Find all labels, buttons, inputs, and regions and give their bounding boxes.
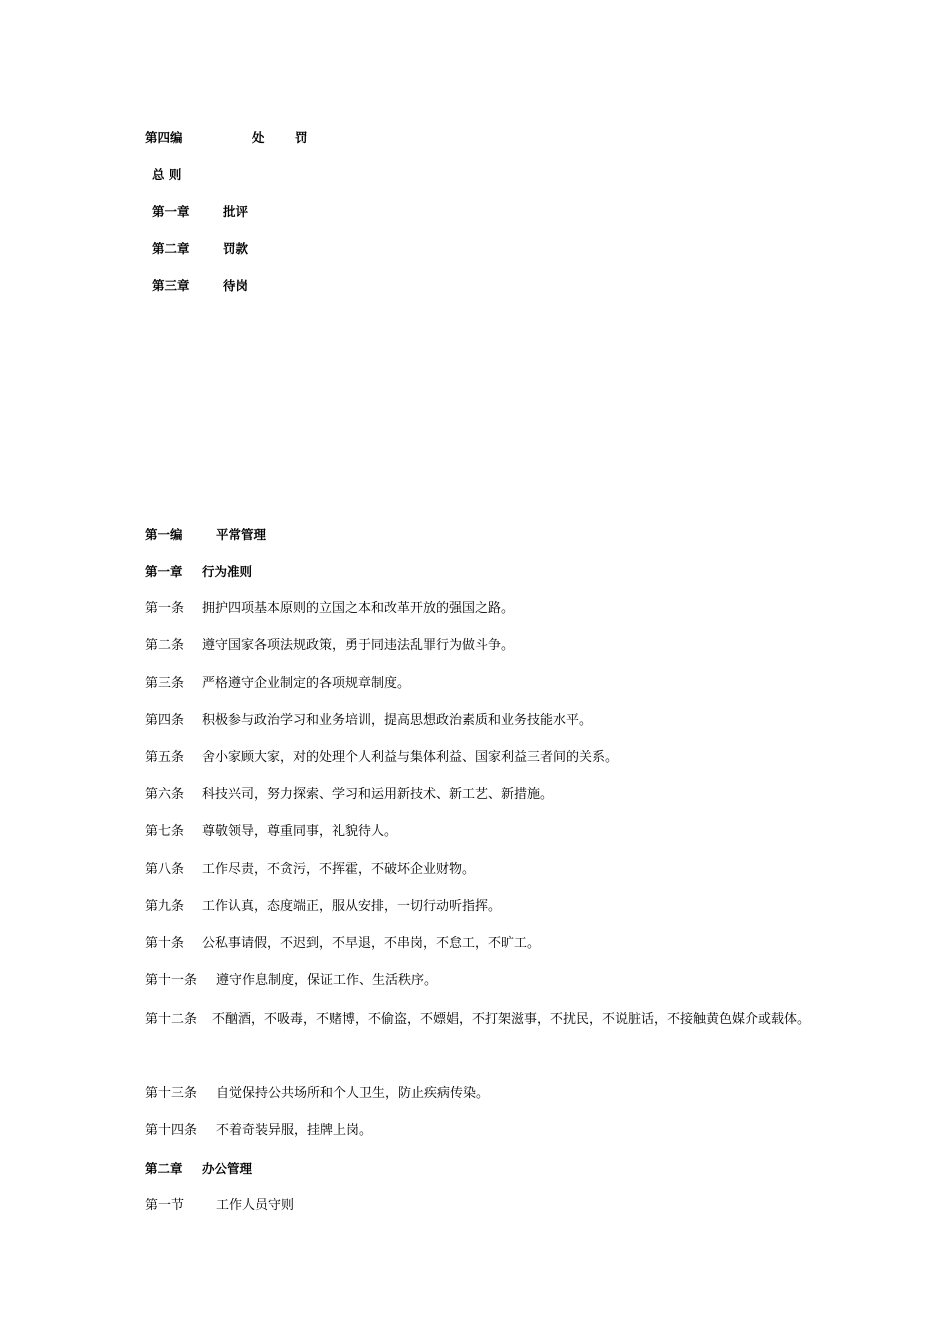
article-label: 第四条 [145,713,185,728]
article-text: 公私事请假，不迟到，不早退，不串岗，不怠工，不旷工。 [202,936,541,951]
article-text: 遵守国家各项法规政策，勇于同违法乱罪行为做斗争。 [202,638,515,653]
article-text: 积极参与政治学习和业务培训，提高思想政治素质和业务技能水平。 [202,713,593,728]
article-text: 不着奇装异服，挂牌上岗。 [216,1123,373,1138]
article-label: 第六条 [145,787,185,802]
toc-chapter-title: 罚款 [223,241,249,256]
article-text: 科技兴司，努力探索、学习和运用新技术、新工艺、新措施。 [202,787,554,802]
article-label: 第八条 [145,862,185,877]
article-label: 第十三条 [145,1086,198,1101]
toc-part-label: 第四编 [145,130,183,145]
toc-chapter-label: 第三章 [152,278,190,293]
toc-chapter-title: 待岗 [223,278,249,293]
toc-chapter-title: 批评 [223,204,249,219]
article-text: 尊敬领导，尊重同事，礼貌待人。 [202,824,398,839]
section-title: 工作人员守则 [216,1198,295,1213]
article-label: 第十二条 [145,1012,198,1027]
chapter-label: 第一章 [145,564,183,579]
article-label: 第三条 [145,676,185,691]
article-label: 第七条 [145,824,185,839]
article-text: 不酗酒，不吸毒，不赌博，不偷盗，不嫖娼，不打架滋事，不扰民，不说脏话，不接触黄色媒介或载体。 [212,1012,811,1027]
article-label: 第一条 [145,601,185,616]
article-label: 第十一条 [145,973,198,988]
toc-general: 总 则 [152,167,182,182]
section-label: 第一节 [145,1198,185,1213]
article-label: 第十四条 [145,1123,198,1138]
article-text: 舍小家顾大家，对的处理个人利益与集体利益、国家利益三者间的关系。 [202,750,619,765]
article-text: 工作尽责，不贪污，不挥霍，不破坏企业财物。 [202,862,476,877]
article-text: 拥护四项基本原则的立国之本和改革开放的强国之路。 [202,601,515,616]
chapter-title: 行为准则 [202,564,253,579]
toc-chapter-label: 第二章 [152,241,190,256]
chapter-label: 第二章 [145,1161,183,1176]
chapter-title: 办公管理 [202,1161,253,1176]
toc-part-title-1: 处 [252,130,265,145]
toc-chapter-label: 第一章 [152,204,190,219]
part-label: 第一编 [145,527,183,542]
article-text: 自觉保持公共场所和个人卫生，防止疾病传染。 [216,1086,490,1101]
article-12 [145,1001,815,1038]
article-text: 工作认真，态度端正，服从安排，一切行动听指挥。 [202,899,502,914]
article-label: 第九条 [145,899,185,914]
part-title: 平常管理 [216,527,267,542]
article-text: 遵守作息制度，保证工作、生活秩序。 [216,973,438,988]
article-label: 第二条 [145,638,185,653]
article-label: 第十条 [145,936,185,951]
article-label: 第五条 [145,750,185,765]
toc-part-title-2: 罚 [295,130,308,145]
article-text: 严格遵守企业制定的各项规章制度。 [202,676,411,691]
